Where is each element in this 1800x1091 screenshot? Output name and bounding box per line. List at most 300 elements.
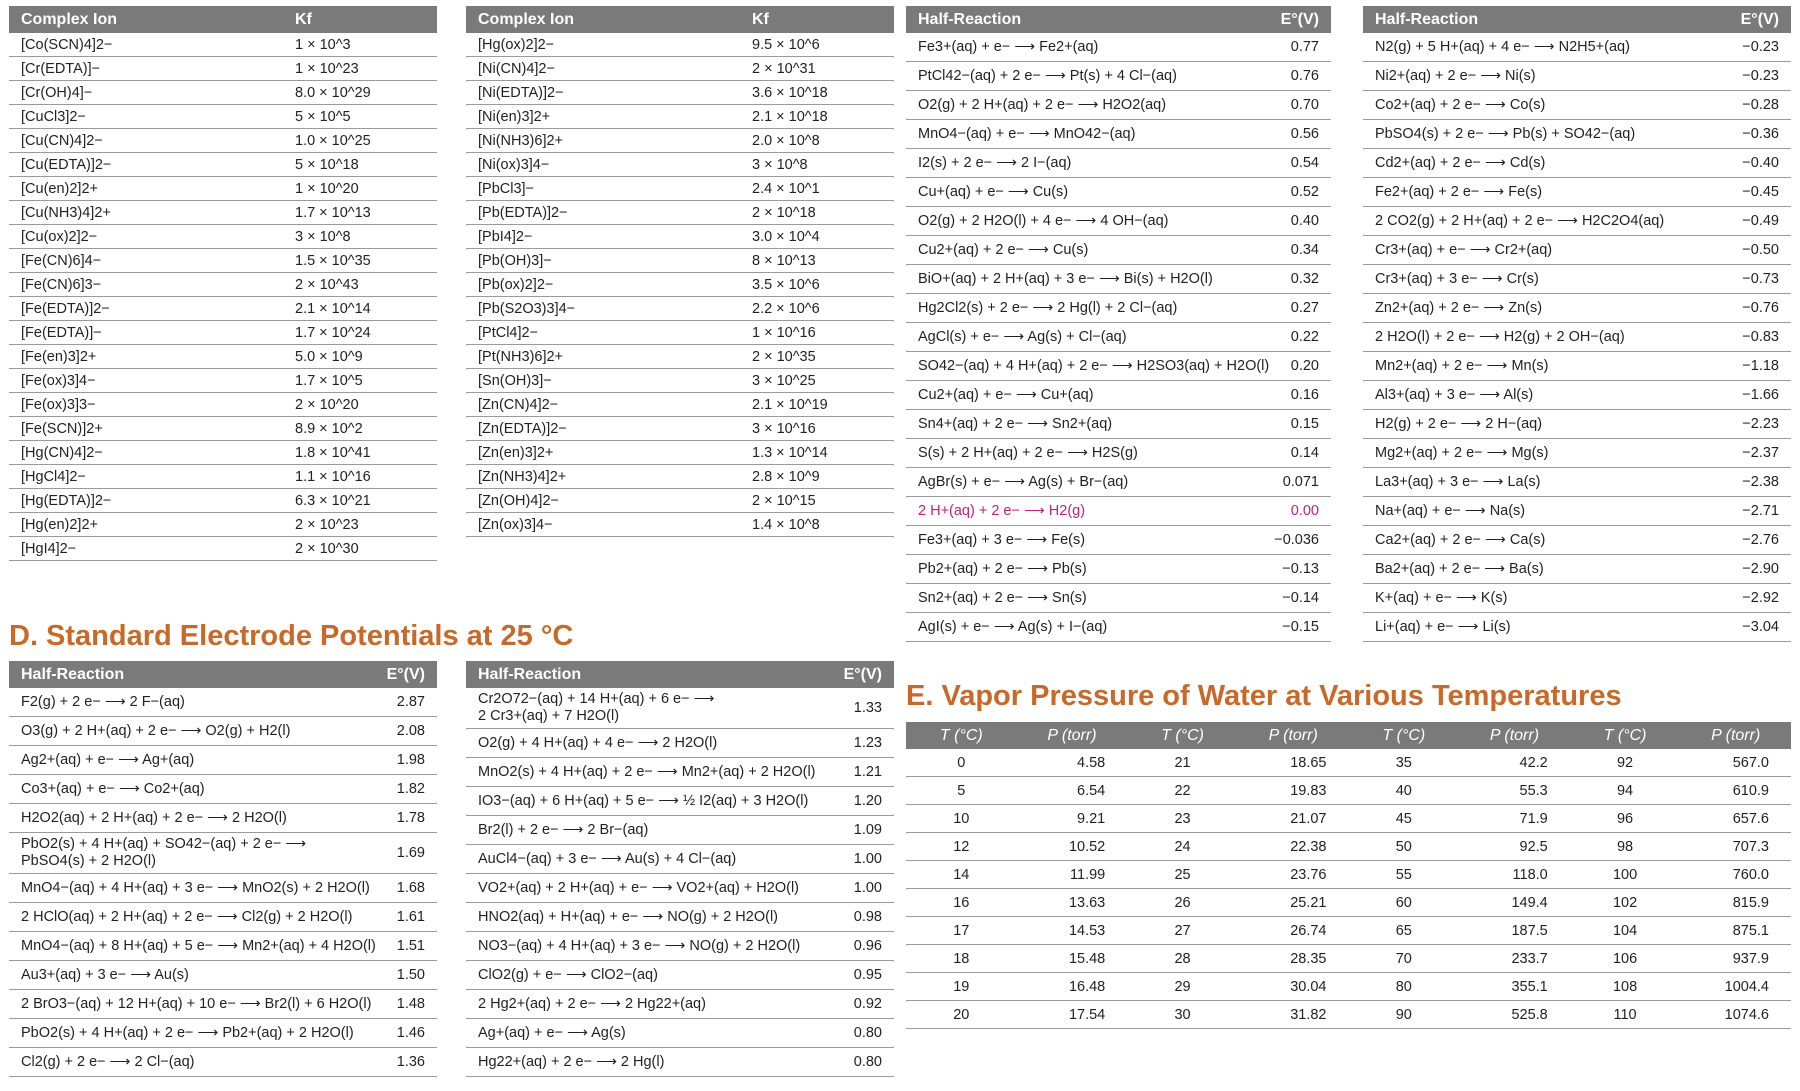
temperature-cell: 16 — [906, 889, 1017, 917]
half-reaction-cell: HNO2(aq) + H+(aq) + e− ⟶ NO(g) + 2 H2O(l) — [466, 903, 814, 932]
pressure-cell: 4.58 — [1017, 749, 1128, 777]
pressure-cell: 13.63 — [1017, 889, 1128, 917]
pressure-cell: 21.07 — [1238, 805, 1349, 833]
pressure-cell: 187.5 — [1459, 917, 1570, 945]
potential-value-cell: 1.78 — [357, 804, 437, 833]
potential-value-cell: −0.83 — [1707, 323, 1791, 352]
kf-value-cell: 2.2 × 10^6 — [740, 297, 894, 321]
pressure-cell: 14.53 — [1017, 917, 1128, 945]
table-row — [906, 381, 1331, 410]
temperature-cell: 21 — [1127, 749, 1238, 777]
complex-ion-cell: [CuCl3]2− — [9, 105, 283, 129]
table-row — [906, 468, 1331, 497]
pressure-cell: 26.74 — [1238, 917, 1349, 945]
half-reaction-cell: O3(g) + 2 H+(aq) + 2 e− ⟶ O2(g) + H2(l) — [9, 717, 357, 746]
header-kf: Kf — [740, 6, 894, 33]
table-row — [9, 153, 437, 177]
temperature-cell: 92 — [1570, 749, 1681, 777]
table-row — [466, 273, 894, 297]
kf-value-cell: 3 × 10^25 — [740, 369, 894, 393]
complex-ion-cell: [Fe(en)3]2+ — [9, 345, 283, 369]
temperature-cell: 110 — [1570, 1001, 1681, 1029]
table-row — [1363, 178, 1791, 207]
table-row — [1363, 62, 1791, 91]
temperature-cell: 14 — [906, 861, 1017, 889]
table-row — [466, 990, 894, 1019]
half-reaction-cell: PbO2(s) + 4 H+(aq) + 2 e− ⟶ Pb2+(aq) + 2 H2O(l) — [9, 1019, 357, 1048]
potential-value-cell: 0.96 — [814, 932, 894, 961]
kf-value-cell: 2.1 × 10^18 — [740, 105, 894, 129]
potential-value-cell: 0.95 — [814, 961, 894, 990]
table-row — [466, 57, 894, 81]
pressure-cell: 10.52 — [1017, 833, 1128, 861]
potential-value-cell: 0.27 — [1247, 294, 1331, 323]
temperature-cell: 102 — [1570, 889, 1681, 917]
table-row — [466, 903, 894, 932]
complex-ion-cell: [Co(SCN)4]2− — [9, 33, 283, 57]
potential-value-cell: 1.51 — [357, 932, 437, 961]
table-row — [1363, 468, 1791, 497]
temperature-cell: 28 — [1127, 945, 1238, 973]
table-row — [466, 489, 894, 513]
complex-ion-cell: [Zn(NH3)4]2+ — [466, 465, 740, 489]
half-reaction-cell: Cu2+(aq) + 2 e− ⟶ Cu(s) — [906, 236, 1247, 265]
table-row — [466, 225, 894, 249]
complex-ion-cell: [PbCl3]− — [466, 177, 740, 201]
temperature-cell: 108 — [1570, 973, 1681, 1001]
half-reaction-cell: 2 BrO3−(aq) + 12 H+(aq) + 10 e− ⟶ Br2(l) + 6 H2O(l) — [9, 990, 357, 1019]
kf-value-cell: 1.1 × 10^16 — [283, 465, 437, 489]
temperature-cell: 40 — [1349, 777, 1460, 805]
kf-value-cell: 2 × 10^35 — [740, 345, 894, 369]
kf-value-cell: 1.3 × 10^14 — [740, 441, 894, 465]
kf-value-cell: 2 × 10^18 — [740, 201, 894, 225]
table-row — [9, 201, 437, 225]
potential-value-cell: −3.04 — [1707, 613, 1791, 642]
table-row — [466, 321, 894, 345]
complex-ion-cell: [Hg(ox)2]2− — [466, 33, 740, 57]
potential-value-cell: −2.38 — [1707, 468, 1791, 497]
ep-table-2-container — [466, 661, 894, 1077]
table-row — [466, 177, 894, 201]
complex-ion-cell: [Cr(EDTA)]− — [9, 57, 283, 81]
temperature-cell: 25 — [1127, 861, 1238, 889]
kf-value-cell: 3.0 × 10^4 — [740, 225, 894, 249]
pressure-cell: 9.21 — [1017, 805, 1128, 833]
temperature-cell: 96 — [1570, 805, 1681, 833]
half-reaction-cell: MnO4−(aq) + 4 H+(aq) + 3 e− ⟶ MnO2(s) + 2 H2O(l) — [9, 874, 357, 903]
table-row — [466, 513, 894, 537]
table-row — [466, 345, 894, 369]
ep-table-4 — [1363, 6, 1791, 642]
half-reaction-cell: Cu+(aq) + e− ⟶ Cu(s) — [906, 178, 1247, 207]
table-row — [9, 465, 437, 489]
half-reaction-cell: Fe3+(aq) + 3 e− ⟶ Fe(s) — [906, 526, 1247, 555]
potential-value-cell: 1.68 — [357, 874, 437, 903]
header-complex-ion: Complex Ion — [466, 6, 740, 33]
half-reaction-cell: MnO2(s) + 4 H+(aq) + 2 e− ⟶ Mn2+(aq) + 2 H2O(l) — [466, 758, 814, 787]
temperature-cell: 27 — [1127, 917, 1238, 945]
pressure-cell: 1074.6 — [1680, 1001, 1791, 1029]
pressure-cell: 42.2 — [1459, 749, 1570, 777]
table-row — [906, 236, 1331, 265]
pressure-cell: 30.04 — [1238, 973, 1349, 1001]
temperature-cell: 35 — [1349, 749, 1460, 777]
half-reaction-cell: Mn2+(aq) + 2 e− ⟶ Mn(s) — [1363, 352, 1707, 381]
table-row — [906, 439, 1331, 468]
table-row — [9, 177, 437, 201]
table-row — [9, 746, 437, 775]
kf-value-cell: 1 × 10^3 — [283, 33, 437, 57]
complex-ion-cell: [Ni(ox)3]4− — [466, 153, 740, 177]
temperature-cell: 5 — [906, 777, 1017, 805]
kf-value-cell: 9.5 × 10^6 — [740, 33, 894, 57]
complex-ion-cell: [Ni(EDTA)]2− — [466, 81, 740, 105]
half-reaction-cell: AgI(s) + e− ⟶ Ag(s) + I−(aq) — [906, 613, 1247, 642]
complex-ion-cell: [Pb(OH)3]− — [466, 249, 740, 273]
header-e-standard: E°(V) — [1707, 6, 1791, 33]
half-reaction-cell: Fe3+(aq) + e− ⟶ Fe2+(aq) — [906, 33, 1247, 62]
potential-value-cell: 0.98 — [814, 903, 894, 932]
kf-value-cell: 3.5 × 10^6 — [740, 273, 894, 297]
temperature-cell: 17 — [906, 917, 1017, 945]
kf-value-cell: 1.7 × 10^5 — [283, 369, 437, 393]
kf-value-cell: 2.0 × 10^8 — [740, 129, 894, 153]
table-row — [9, 537, 437, 561]
pressure-cell: 31.82 — [1238, 1001, 1349, 1029]
pressure-cell: 875.1 — [1680, 917, 1791, 945]
potential-value-cell: −2.71 — [1707, 497, 1791, 526]
potential-value-cell: −0.36 — [1707, 120, 1791, 149]
pressure-cell: 149.4 — [1459, 889, 1570, 917]
header-e-standard: E°(V) — [1247, 6, 1331, 33]
half-reaction-cell: Hg22+(aq) + 2 e− ⟶ 2 Hg(l) — [466, 1048, 814, 1077]
potential-value-cell: 1.82 — [357, 775, 437, 804]
half-reaction-cell: Au3+(aq) + 3 e− ⟶ Au(s) — [9, 961, 357, 990]
complex-ion-cell: [Fe(CN)6]3− — [9, 273, 283, 297]
header-half-reaction: Half-Reaction — [906, 6, 1247, 33]
kf-table-1-container — [9, 6, 437, 561]
kf-value-cell: 2 × 10^15 — [740, 489, 894, 513]
table-row — [466, 297, 894, 321]
potential-value-cell: 0.92 — [814, 990, 894, 1019]
temperature-cell: 104 — [1570, 917, 1681, 945]
ep-table-1-header — [9, 661, 437, 688]
potential-value-cell: 1.23 — [814, 729, 894, 758]
table-row — [906, 33, 1331, 62]
kf-value-cell: 2 × 10^43 — [283, 273, 437, 297]
potential-value-cell: 1.00 — [814, 874, 894, 903]
complex-ion-cell: [Cu(en)2]2+ — [9, 177, 283, 201]
potential-value-cell: 1.33 — [814, 688, 894, 729]
temperature-cell: 24 — [1127, 833, 1238, 861]
potential-value-cell: 0.32 — [1247, 265, 1331, 294]
table-row — [9, 1048, 437, 1077]
potential-value-cell: 1.36 — [357, 1048, 437, 1077]
pressure-cell: 707.3 — [1680, 833, 1791, 861]
table-row — [906, 917, 1791, 945]
pressure-cell: 28.35 — [1238, 945, 1349, 973]
pressure-cell: 19.83 — [1238, 777, 1349, 805]
potential-value-cell: 1.20 — [814, 787, 894, 816]
table-row — [1363, 33, 1791, 62]
potential-value-cell: 0.54 — [1247, 149, 1331, 178]
kf-value-cell: 8.9 × 10^2 — [283, 417, 437, 441]
table-row — [1363, 236, 1791, 265]
table-row — [9, 990, 437, 1019]
half-reaction-cell: NO3−(aq) + 4 H+(aq) + 3 e− ⟶ NO(g) + 2 H2O(l) — [466, 932, 814, 961]
potential-value-cell: 1.69 — [357, 833, 437, 874]
potential-value-cell: −0.13 — [1247, 555, 1331, 584]
table-row — [9, 489, 437, 513]
header-half-reaction: Half-Reaction — [1363, 6, 1707, 33]
header-pressure: P (torr) — [1017, 722, 1128, 749]
half-reaction-cell: Cr2O72−(aq) + 14 H+(aq) + 6 e− ⟶ 2 Cr3+(aq) + 7 H2O(l) — [466, 688, 814, 729]
table-row — [9, 932, 437, 961]
kf-value-cell: 8 × 10^13 — [740, 249, 894, 273]
half-reaction-cell: PbO2(s) + 4 H+(aq) + SO42−(aq) + 2 e− ⟶ PbSO4(s) + 2 H2O(l) — [9, 833, 357, 874]
temperature-cell: 80 — [1349, 973, 1460, 1001]
half-reaction-cell: IO3−(aq) + 6 H+(aq) + 5 e− ⟶ ½ I2(aq) + 3 H2O(l) — [466, 787, 814, 816]
kf-value-cell: 3 × 10^16 — [740, 417, 894, 441]
kf-value-cell: 2 × 10^31 — [740, 57, 894, 81]
complex-ion-cell: [Fe(EDTA)]− — [9, 321, 283, 345]
half-reaction-cell: Sn4+(aq) + 2 e− ⟶ Sn2+(aq) — [906, 410, 1247, 439]
pressure-cell: 11.99 — [1017, 861, 1128, 889]
pressure-cell: 25.21 — [1238, 889, 1349, 917]
section-e-title: E. Vapor Pressure of Water at Various Temperatures — [906, 680, 1622, 712]
half-reaction-cell: Li+(aq) + e− ⟶ Li(s) — [1363, 613, 1707, 642]
potential-value-cell: −0.15 — [1247, 613, 1331, 642]
vp-table-container — [906, 722, 1791, 1029]
table-row — [9, 81, 437, 105]
half-reaction-cell: Co2+(aq) + 2 e− ⟶ Co(s) — [1363, 91, 1707, 120]
temperature-cell: 22 — [1127, 777, 1238, 805]
table-row — [906, 861, 1791, 889]
header-half-reaction: Half-Reaction — [9, 661, 357, 688]
table-row — [9, 1019, 437, 1048]
kf-value-cell: 2 × 10^23 — [283, 513, 437, 537]
ep-table-4-header — [1363, 6, 1791, 33]
table-row — [1363, 149, 1791, 178]
potential-value-cell: −0.28 — [1707, 91, 1791, 120]
header-temperature: T (°C) — [1570, 722, 1681, 749]
kf-value-cell: 1 × 10^16 — [740, 321, 894, 345]
potential-value-cell: 0.20 — [1247, 352, 1331, 381]
table-row — [9, 249, 437, 273]
header-half-reaction: Half-Reaction — [466, 661, 814, 688]
potential-value-cell: −0.036 — [1247, 526, 1331, 555]
table-row — [906, 777, 1791, 805]
complex-ion-cell: [Cu(CN)4]2− — [9, 129, 283, 153]
half-reaction-cell: Br2(l) + 2 e− ⟶ 2 Br−(aq) — [466, 816, 814, 845]
table-row — [906, 294, 1331, 323]
header-e-standard: E°(V) — [357, 661, 437, 688]
potential-value-cell: 1.46 — [357, 1019, 437, 1048]
kf-value-cell: 1.8 × 10^41 — [283, 441, 437, 465]
potential-value-cell: 0.00 — [1247, 497, 1331, 526]
table-row — [1363, 265, 1791, 294]
half-reaction-cell: O2(g) + 4 H+(aq) + 4 e− ⟶ 2 H2O(l) — [466, 729, 814, 758]
potential-value-cell: 0.40 — [1247, 207, 1331, 236]
temperature-cell: 0 — [906, 749, 1017, 777]
pressure-cell: 610.9 — [1680, 777, 1791, 805]
temperature-cell: 29 — [1127, 973, 1238, 1001]
half-reaction-cell: Sn2+(aq) + 2 e− ⟶ Sn(s) — [906, 584, 1247, 613]
half-reaction-cell: MnO4−(aq) + e− ⟶ MnO42−(aq) — [906, 120, 1247, 149]
complex-ion-cell: [Cr(OH)4]− — [9, 81, 283, 105]
complex-ion-cell: [Zn(OH)4]2− — [466, 489, 740, 513]
table-row — [466, 81, 894, 105]
temperature-cell: 45 — [1349, 805, 1460, 833]
table-row — [466, 874, 894, 903]
table-row — [9, 129, 437, 153]
pressure-cell: 657.6 — [1680, 805, 1791, 833]
temperature-cell: 106 — [1570, 945, 1681, 973]
table-row — [906, 526, 1331, 555]
half-reaction-cell: Al3+(aq) + 3 e− ⟶ Al(s) — [1363, 381, 1707, 410]
pressure-cell: 22.38 — [1238, 833, 1349, 861]
table-row — [9, 225, 437, 249]
ep-table-4-container — [1363, 6, 1791, 642]
kf-value-cell: 5 × 10^5 — [283, 105, 437, 129]
vp-table — [906, 722, 1791, 1029]
table-row — [1363, 497, 1791, 526]
table-row — [1363, 352, 1791, 381]
pressure-cell: 118.0 — [1459, 861, 1570, 889]
kf-value-cell: 5 × 10^18 — [283, 153, 437, 177]
table-row — [9, 717, 437, 746]
potential-value-cell: −0.45 — [1707, 178, 1791, 207]
ep-table-3-container — [906, 6, 1331, 642]
half-reaction-cell: F2(g) + 2 e− ⟶ 2 F−(aq) — [9, 688, 357, 717]
half-reaction-cell: AgBr(s) + e− ⟶ Ag(s) + Br−(aq) — [906, 468, 1247, 497]
table-row — [466, 153, 894, 177]
potential-value-cell: −0.49 — [1707, 207, 1791, 236]
pressure-cell: 55.3 — [1459, 777, 1570, 805]
table-row — [9, 833, 437, 874]
complex-ion-cell: [Pb(S2O3)3]4− — [466, 297, 740, 321]
table-row — [466, 816, 894, 845]
kf-value-cell: 3 × 10^8 — [283, 225, 437, 249]
half-reaction-cell: Co3+(aq) + e− ⟶ Co2+(aq) — [9, 775, 357, 804]
table-row — [906, 91, 1331, 120]
header-e-standard: E°(V) — [814, 661, 894, 688]
half-reaction-cell: 2 H2O(l) + 2 e− ⟶ H2(g) + 2 OH−(aq) — [1363, 323, 1707, 352]
half-reaction-cell: Cd2+(aq) + 2 e− ⟶ Cd(s) — [1363, 149, 1707, 178]
potential-value-cell: −2.90 — [1707, 555, 1791, 584]
complex-ion-cell: [Pb(ox)2]2− — [466, 273, 740, 297]
table-row — [466, 787, 894, 816]
temperature-cell: 20 — [906, 1001, 1017, 1029]
potential-value-cell: −2.37 — [1707, 439, 1791, 468]
table-row — [466, 441, 894, 465]
temperature-cell: 100 — [1570, 861, 1681, 889]
table-row — [9, 321, 437, 345]
table-row — [9, 33, 437, 57]
potential-value-cell: 1.00 — [814, 845, 894, 874]
kf-value-cell: 3 × 10^8 — [740, 153, 894, 177]
table-row — [466, 129, 894, 153]
complex-ion-cell: [Cu(EDTA)]2− — [9, 153, 283, 177]
table-row — [906, 584, 1331, 613]
half-reaction-cell: VO2+(aq) + 2 H+(aq) + e− ⟶ VO2+(aq) + H2O(l) — [466, 874, 814, 903]
pressure-cell: 18.65 — [1238, 749, 1349, 777]
potential-value-cell: −1.66 — [1707, 381, 1791, 410]
temperature-cell: 90 — [1349, 1001, 1460, 1029]
half-reaction-cell: Ag+(aq) + e− ⟶ Ag(s) — [466, 1019, 814, 1048]
table-row — [9, 345, 437, 369]
complex-ion-cell: [Zn(EDTA)]2− — [466, 417, 740, 441]
potential-value-cell: −2.76 — [1707, 526, 1791, 555]
kf-value-cell: 3.6 × 10^18 — [740, 81, 894, 105]
potential-value-cell: 0.14 — [1247, 439, 1331, 468]
table-row — [906, 149, 1331, 178]
half-reaction-cell: ClO2(g) + e− ⟶ ClO2−(aq) — [466, 961, 814, 990]
section-d-title: D. Standard Electrode Potentials at 25 °C — [9, 620, 574, 652]
half-reaction-cell: 2 H+(aq) + 2 e− ⟶ H2(g) — [906, 497, 1247, 526]
kf-value-cell: 1.7 × 10^24 — [283, 321, 437, 345]
pressure-cell: 760.0 — [1680, 861, 1791, 889]
table-row — [906, 62, 1331, 91]
table-row — [9, 961, 437, 990]
potential-value-cell: 1.50 — [357, 961, 437, 990]
complex-ion-cell: [Hg(CN)4]2− — [9, 441, 283, 465]
table-row-highlighted — [906, 497, 1331, 526]
half-reaction-cell: H2(g) + 2 e− ⟶ 2 H−(aq) — [1363, 410, 1707, 439]
table-row — [1363, 381, 1791, 410]
table-row — [466, 249, 894, 273]
table-row — [466, 1019, 894, 1048]
table-row — [466, 729, 894, 758]
half-reaction-cell: Na+(aq) + e− ⟶ Na(s) — [1363, 497, 1707, 526]
table-row — [1363, 91, 1791, 120]
complex-ion-cell: [Ni(CN)4]2− — [466, 57, 740, 81]
table-row — [906, 410, 1331, 439]
complex-ion-cell: [Fe(ox)3]4− — [9, 369, 283, 393]
potential-value-cell: −0.76 — [1707, 294, 1791, 323]
kf-table-2-header — [466, 6, 894, 33]
kf-value-cell: 2.8 × 10^9 — [740, 465, 894, 489]
half-reaction-cell: Pb2+(aq) + 2 e− ⟶ Pb(s) — [906, 555, 1247, 584]
half-reaction-cell: Hg2Cl2(s) + 2 e− ⟶ 2 Hg(l) + 2 Cl−(aq) — [906, 294, 1247, 323]
kf-value-cell: 1.5 × 10^35 — [283, 249, 437, 273]
temperature-cell: 94 — [1570, 777, 1681, 805]
complex-ion-cell: [HgI4]2− — [9, 537, 283, 561]
potential-value-cell: −0.73 — [1707, 265, 1791, 294]
table-row — [466, 33, 894, 57]
temperature-cell: 65 — [1349, 917, 1460, 945]
half-reaction-cell: AuCl4−(aq) + 3 e− ⟶ Au(s) + 4 Cl−(aq) — [466, 845, 814, 874]
table-row — [9, 105, 437, 129]
potential-value-cell: −1.18 — [1707, 352, 1791, 381]
half-reaction-cell: La3+(aq) + 3 e− ⟶ La(s) — [1363, 468, 1707, 497]
complex-ion-cell: [Pt(NH3)6]2+ — [466, 345, 740, 369]
potential-value-cell: 1.09 — [814, 816, 894, 845]
table-row — [906, 178, 1331, 207]
potential-value-cell: 0.76 — [1247, 62, 1331, 91]
table-row — [1363, 613, 1791, 642]
potential-value-cell: −0.40 — [1707, 149, 1791, 178]
ep-table-2-header — [466, 661, 894, 688]
half-reaction-cell: Cr3+(aq) + e− ⟶ Cr2+(aq) — [1363, 236, 1707, 265]
complex-ion-cell: [Sn(OH)3]− — [466, 369, 740, 393]
table-row — [466, 688, 894, 729]
pressure-cell: 23.76 — [1238, 861, 1349, 889]
potential-value-cell: 0.16 — [1247, 381, 1331, 410]
potential-value-cell: −0.50 — [1707, 236, 1791, 265]
kf-value-cell: 1.4 × 10^8 — [740, 513, 894, 537]
